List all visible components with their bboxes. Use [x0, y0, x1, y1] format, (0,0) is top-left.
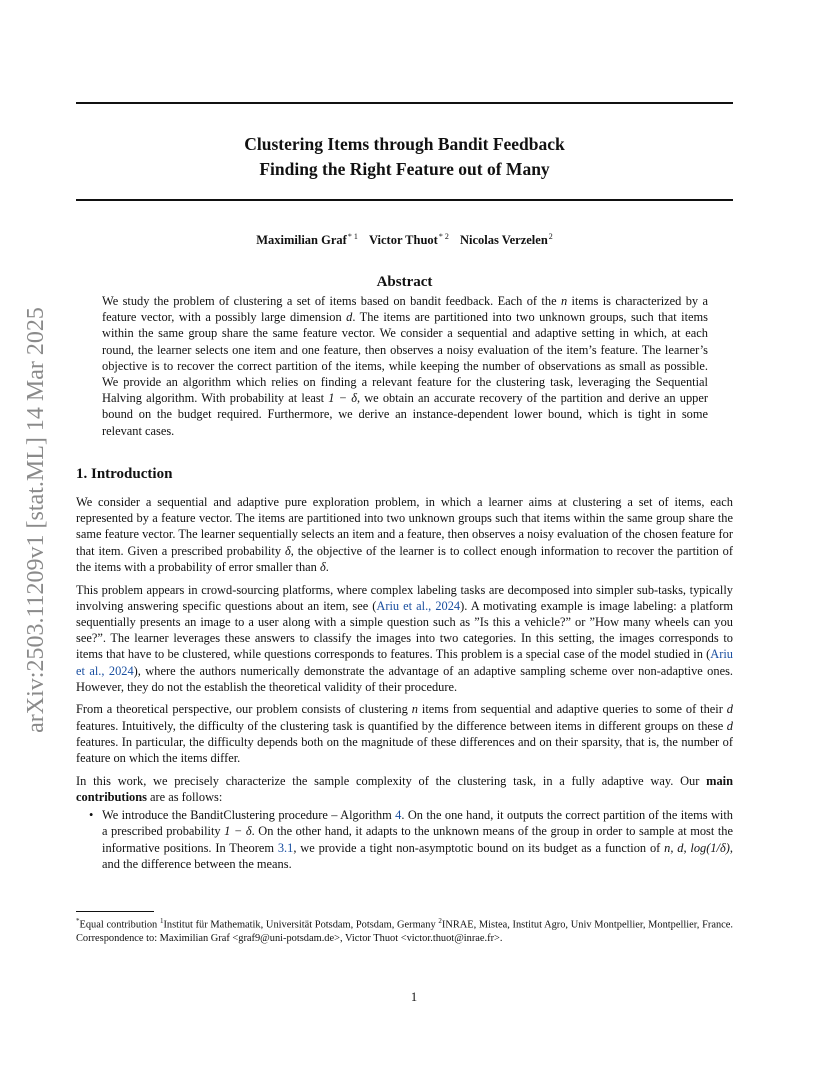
author-name: Maximilian Graf [256, 233, 347, 248]
author-3 [460, 233, 553, 247]
math-probability: 1 − δ [328, 391, 357, 406]
list-text: . On the other hand, it adapts to the unknown means of the group in order to sample at most the informative positions. In Theorem [102, 824, 733, 855]
list-text: . On the one hand, it outputs the correct partition of the items with a prescribed probability [102, 808, 734, 839]
math-n: n [411, 702, 418, 717]
abstract-text: . The items are partitioned into two unknown groups, such that items within the same group share the same feature vector. We consider a sequential and adaptive setting in which, at each round, the learner selects one item and one feature, then observes a noisy evaluation of the item’s feature. The learner’s objective is to recover the correct partition of the items, while keeping the number of observations as small as possible. We provide an algorithm which relies on finding a relevant feature for the clustering task, leveraging the Sequential Halving algorithm. With probability at least [102, 310, 708, 406]
list-text: We introduce the BanditClustering procedure – Algorithm [102, 808, 396, 823]
abstract-text: , we obtain an accurate recovery of the partition and derive an upper bound on the budget required. Furthermore, we derive an instance-dependent lower bound, which is tight in some relevant cases. [102, 391, 708, 438]
paragraph-text: features. In particular, the difficulty depends both on the magnitude of these differences and on their sparsity, that is, the number of feature on which the items differ. [76, 734, 733, 766]
abstract-heading: Abstract [376, 274, 433, 290]
math-d: d [726, 718, 733, 733]
paragraph-1 [76, 494, 733, 575]
paragraph-text: From a theoretical perspective, our problem consists of clustering [76, 702, 412, 717]
math-probability: 1 − δ [224, 824, 252, 839]
footnote-text: Institut für Mathematik, Universität Potsdam, Potsdam, Germany [163, 919, 439, 931]
paragraph-text: items from sequential and adaptive queries to some of their [417, 702, 727, 717]
paragraph-text: We consider a sequential and adaptive pure exploration problem, in which a learner aims at clustering a set of items, each represented by a feature vector. The items are partitioned into two unknown groups such that items within the same group share the same feature vector. The learner sequentially selects an item and a feature, then observes a noisy evaluation of the chosen feature for that item. Given a prescribed probability [76, 495, 733, 558]
author-affiliation-marks: * 2 [438, 232, 449, 241]
page-number: 1 [410, 990, 418, 1004]
footnote [76, 914, 733, 946]
author-affiliation-marks: * 1 [347, 232, 358, 241]
footnote-mark: * [76, 917, 80, 925]
paragraph-text: This problem appears in crowd-sourcing platforms, where complex labeling tasks are decomposed into simpler sub-tasks, typically involving answering specific questions about an item, see ( [76, 582, 733, 613]
footnote-mark: 1 [159, 917, 164, 925]
author-1 [256, 233, 358, 247]
algorithm-reference-link[interactable]: 4 [395, 808, 402, 823]
author-name: Nicolas Verzelen [459, 233, 548, 248]
paragraph-text: . [325, 559, 329, 574]
math-delta: δ [284, 543, 291, 558]
author-list [76, 228, 733, 249]
abstract-text: We study the problem of clustering a set of items based on bandit feedback. Each of the [102, 294, 561, 308]
arxiv-identifier: arXiv:2503.11209v1 [stat.ML] 14 Mar 2025 [23, 307, 49, 733]
math-expression: n, d, log(1/δ) [664, 840, 730, 855]
citation-link[interactable]: Ariu et al., 2024 [376, 598, 461, 613]
math-d: d [726, 702, 733, 717]
bullet-icon: • [89, 808, 94, 823]
bold-text: main contributions [76, 773, 733, 804]
footnote-rule [76, 911, 154, 912]
math-d: d [346, 310, 353, 325]
paragraph-text: ), where the authors numerically demonstrate the advantage of an adaptive sampling scheme over non-adaptive ones. However, they do not the establish the theoretical validity of their procedure. [76, 663, 733, 694]
paragraph-4 [76, 773, 733, 805]
title-top-rule [76, 102, 733, 104]
paragraph-3 [76, 701, 733, 766]
paper-title [76, 132, 733, 182]
title-bottom-rule [76, 199, 733, 201]
math-n: n [560, 294, 568, 308]
paragraph-2 [76, 582, 733, 695]
math-delta: δ [319, 559, 326, 574]
list-text: , we provide a tight non-asymptotic bound on its budget as a function of [293, 840, 665, 855]
author-2 [369, 233, 449, 247]
author-name: Victor Thuot [368, 233, 438, 248]
citation-link[interactable]: Ariu et al., 2024 [76, 647, 733, 678]
paragraph-text: In this work, we precisely characterize the sample complexity of the clustering task, in a fully adaptive way. Our [76, 773, 707, 788]
author-affiliation-marks: 2 [548, 232, 553, 241]
theorem-reference-link[interactable]: 3.1 [277, 840, 294, 855]
abstract-text: items is characterized by a feature vector, with a possibly large dimension [102, 294, 708, 325]
title-line-2: Finding the Right Feature out of Many [259, 159, 550, 179]
paragraph-text: ). A motivating example is image labeling: a platform sequentially presents an image to a user along with a simple question such as ”Is this a vehicle?” or ”How many wheels can you see?”. The learner leverages these answers to classify the images into two categories. In this setting, the images corresponds to items that have to be clustered, while questions corresponds to features. This problem is a special case of the model studied in ( [76, 598, 733, 662]
footnote-text: Equal contribution [79, 919, 160, 931]
footnote-mark: 2 [438, 917, 442, 925]
list-item [89, 807, 734, 872]
list-text: , and the difference between the means. [102, 840, 733, 871]
footnote-text: INRAE, Mistea, Institut Agro, Univ Montpellier, Montpellier, France. Correspondence to: Maximilian Graf <graf9@uni-potsdam.de>, Victor Thuot <victor.thuot@inrae.fr>. [76, 919, 733, 945]
paragraph-text: , the objective of the learner is to collect enough information to recover the partition of the items with a probability of error smaller than [76, 543, 733, 574]
introduction-body [76, 494, 733, 872]
contributions-list [76, 807, 733, 872]
paragraph-text: features. Intuitively, the difficulty of the clustering task is quantified by the difference between items in different groups on these [76, 718, 727, 733]
title-line-1: Clustering Items through Bandit Feedback [244, 134, 565, 154]
section-heading-introduction: 1. Introduction [76, 466, 173, 482]
abstract-body [102, 293, 708, 439]
paragraph-text: are as follows: [146, 789, 223, 804]
